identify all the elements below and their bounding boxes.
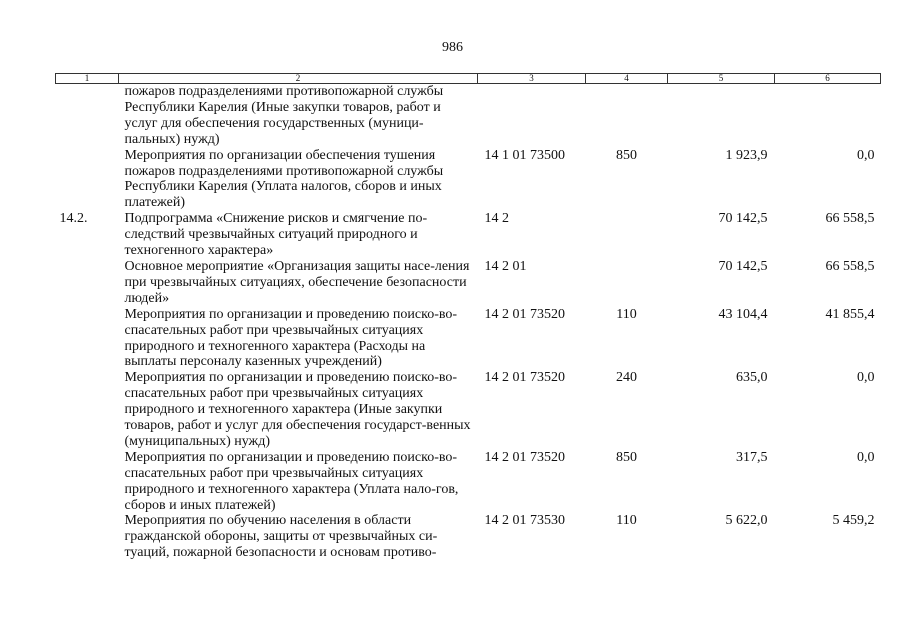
row-sum-1: 5 622,0	[725, 513, 768, 529]
row-sum-1: 635,0	[736, 370, 768, 386]
row-number	[56, 513, 119, 561]
table-row	[56, 259, 881, 307]
row-name: Основное мероприятие «Организация защиты насе-ления при чрезвычайных ситуациях, обеспечение безопасности людей»	[124, 258, 470, 306]
row-code: 14 2	[484, 211, 509, 227]
row-name: пожаров подразделениями противопожарной службы Республики Карелия (Иные закупки товаров, работ и услуг для обеспечения государственных (муници-пальных) нужд)	[124, 84, 444, 147]
row-number	[56, 148, 119, 212]
row-code: 14 2 01	[484, 258, 527, 274]
table-body	[56, 84, 881, 562]
row-code: 14 1 01 73500	[484, 147, 565, 163]
row-sum-2: 41 855,4	[825, 306, 875, 322]
row-sum-1: 43 104,4	[718, 306, 768, 322]
row-sum-1: 1 923,9	[725, 147, 768, 163]
row-sum-2	[775, 84, 881, 148]
column-header-5: 5	[668, 74, 775, 84]
row-sum-1	[668, 84, 775, 148]
row-expense-type	[586, 259, 668, 307]
row-sum-1: 317,5	[736, 449, 768, 465]
row-name: Мероприятия по организации и проведению поиско-во-спасательных работ при чрезвычайных ситуациях природного и техногенного характера (Расходы на выплаты персоналу казенных учреждений)	[124, 306, 458, 370]
row-code	[478, 84, 586, 148]
row-expense-type: 240	[616, 370, 637, 386]
row-expense-type	[586, 211, 668, 259]
table-row	[56, 84, 881, 148]
page-number: 986	[442, 40, 463, 55]
row-name: Мероприятия по обучению населения в области гражданской обороны, защиты от чрезвычайных си-туаций, пожарной безопасности и основам противо-	[124, 513, 438, 561]
row-code: 14 2 01 73520	[484, 306, 565, 322]
table-row	[56, 148, 881, 212]
row-expense-type: 110	[616, 513, 637, 529]
table-row	[56, 307, 881, 371]
row-sum-2: 66 558,5	[825, 258, 875, 274]
row-sum-2: 66 558,5	[825, 211, 875, 227]
row-code: 14 2 01 73520	[484, 449, 565, 465]
row-number: 14.2.	[59, 211, 88, 227]
row-name: Мероприятия по организации и проведению поиско-во-спасательных работ при чрезвычайных ситуациях природного и техногенного характера (Уплата нало-гов, сборов и иных платежей)	[124, 449, 459, 513]
budget-table	[55, 73, 881, 561]
row-number	[56, 450, 119, 514]
table-row	[56, 513, 881, 561]
column-header-6: 6	[775, 74, 881, 84]
row-sum-1: 70 142,5	[718, 258, 768, 274]
row-code: 14 2 01 73520	[484, 370, 565, 386]
column-header-1: 1	[56, 74, 119, 84]
row-sum-2: 0,0	[857, 147, 875, 163]
row-sum-1: 70 142,5	[718, 211, 768, 227]
column-header-2: 2	[119, 74, 478, 84]
row-sum-2: 5 459,2	[832, 513, 875, 529]
header-row	[56, 74, 881, 84]
row-sum-2: 0,0	[857, 449, 875, 465]
row-sum-2: 0,0	[857, 370, 875, 386]
table-row	[56, 211, 881, 259]
column-header-4: 4	[586, 74, 668, 84]
row-expense-type: 850	[616, 449, 637, 465]
row-name: Подпрограмма «Снижение рисков и смягчение по-следствий чрезвычайных ситуаций природного и техногенного характера»	[124, 211, 428, 259]
row-number	[56, 84, 119, 148]
table-header	[56, 74, 881, 84]
row-number	[56, 307, 119, 371]
row-name: Мероприятия по организации и проведению поиско-во-спасательных работ при чрезвычайных ситуациях природного и техногенного характера (Иные закупки товаров, работ и услуг для обеспечения государст-венных (муниципальных) нужд)	[124, 370, 471, 449]
row-expense-type: 110	[616, 306, 637, 322]
table-row	[56, 450, 881, 514]
row-expense-type	[586, 84, 668, 148]
row-code: 14 2 01 73530	[484, 513, 565, 529]
row-number	[56, 370, 119, 450]
column-header-3: 3	[478, 74, 586, 84]
table-row	[56, 370, 881, 450]
row-expense-type: 850	[616, 147, 637, 163]
row-number	[56, 259, 119, 307]
row-name: Мероприятия по организации обеспечения тушения пожаров подразделениями противопожарной службы Республики Карелия (Уплата налогов, сборов и иных платежей)	[124, 147, 444, 211]
